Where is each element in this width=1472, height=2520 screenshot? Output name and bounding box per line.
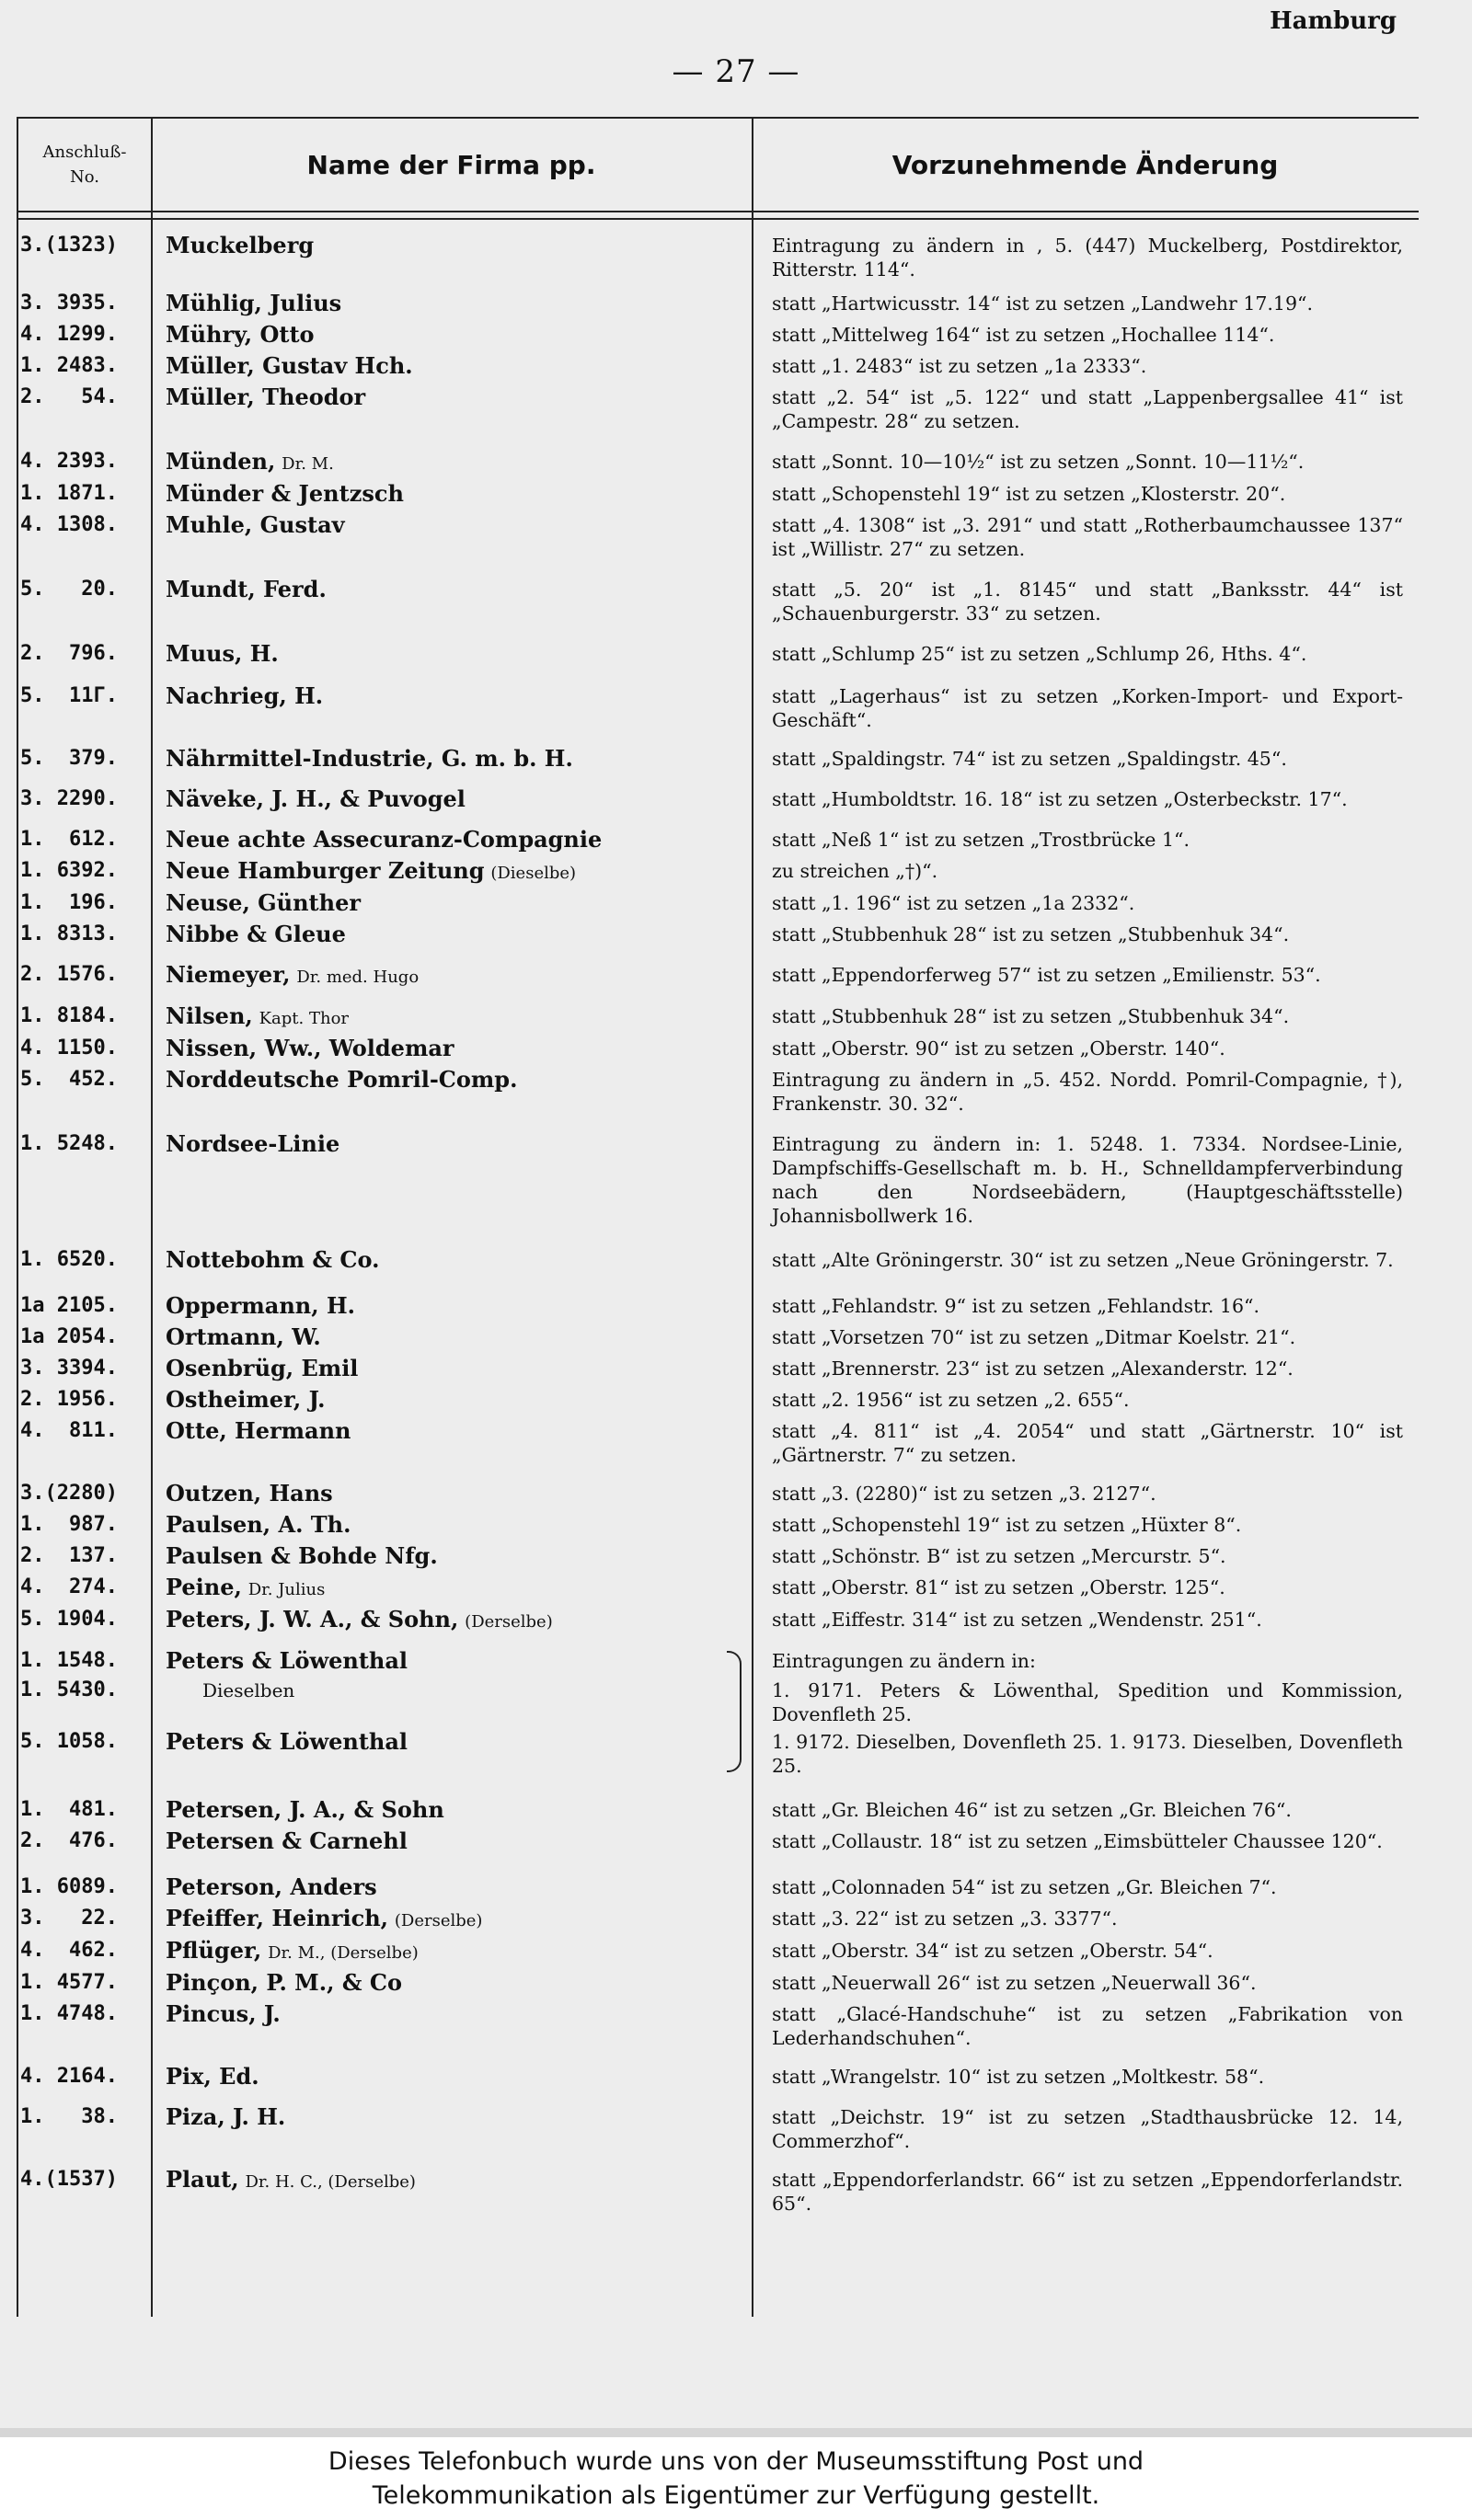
- firm-name: [166, 1798, 749, 1824]
- firm-name: [166, 292, 749, 317]
- directory-entry: [18, 513, 1419, 561]
- directory-entry: [18, 1068, 1419, 1116]
- directory-table: [17, 117, 1419, 2317]
- change-instruction: statt „Sonnt. 10—10½“ ist zu setzen „Sonnt. 10—11½“.: [772, 451, 1305, 473]
- directory-entry: [18, 1357, 1419, 1382]
- firm-name-text: Piza, J. H.: [166, 2105, 286, 2130]
- firm-name-text: Nibbe & Gleue: [166, 922, 346, 947]
- firm-name: [166, 1678, 749, 1703]
- connection-number: 3. 22.: [20, 1907, 118, 1930]
- change-instruction: statt „Stubbenhuk 28“ ist zu setzen „Stubbenhuk 34“.: [772, 923, 1290, 945]
- directory-entry: [18, 234, 1419, 281]
- firm-name-text: Neuse, Günther: [166, 891, 361, 916]
- directory-entry: [18, 1678, 1419, 1726]
- connection-number: 1a 2054.: [20, 1325, 118, 1348]
- connection-number: 2. 796.: [20, 642, 118, 665]
- connection-number: 4. 2164.: [20, 2065, 118, 2088]
- change-instruction: statt „3. (2280)“ ist zu setzen „3. 2127“.: [772, 1483, 1156, 1505]
- connection-number: 1. 196.: [20, 891, 118, 914]
- firm-name: [166, 482, 749, 508]
- connection-number: 1. 6520.: [20, 1248, 118, 1271]
- change-instruction: Eintragung zu ändern in „5. 452. Nordd. Pomril-Compagnie, †), Frankenstr. 30. 32“.: [772, 1069, 1403, 1115]
- connection-number: 5. 452.: [20, 1068, 118, 1091]
- firm-name-text: Pinçon, P. M., & Co: [166, 1971, 402, 1996]
- firm-name-suffix: (Derselbe): [394, 1911, 483, 1930]
- firm-name: [166, 1357, 749, 1382]
- change-instruction: zu streichen „†)“.: [772, 860, 938, 882]
- firm-name: [166, 234, 749, 259]
- connection-number: 1. 4748.: [20, 2002, 118, 2025]
- directory-entry: [18, 354, 1419, 380]
- connection-number: 3.(1323): [20, 234, 118, 257]
- directory-entry: [18, 1037, 1419, 1062]
- firm-name-text: Müller, Gustav Hch.: [166, 354, 413, 379]
- change-instruction: statt „Eiffestr. 314“ ist zu setzen „Wendenstr. 251“.: [772, 1609, 1262, 1631]
- firm-name: [166, 1971, 749, 1997]
- firm-name-text: Ostheimer, J.: [166, 1388, 326, 1413]
- connection-number: 1. 612.: [20, 828, 118, 851]
- directory-entry: [18, 2002, 1419, 2050]
- change-instruction: statt „Schopenstehl 19“ ist zu setzen „Klosterstr. 20“.: [772, 483, 1286, 505]
- firm-name-suffix: Dr. med. Hugo: [296, 968, 420, 987]
- page-number: — 27 —: [672, 53, 800, 90]
- firm-name: [166, 1939, 749, 1965]
- firm-name: [166, 1907, 749, 1933]
- firm-name-text: Nottebohm & Co.: [166, 1248, 380, 1273]
- change-instruction: statt „Collaustr. 18“ ist zu setzen „Eimsbütteler Chaussee 120“.: [772, 1830, 1383, 1852]
- firm-name-text: Nissen, Ww., Woldemar: [166, 1037, 454, 1061]
- firm-name-suffix: (Derselbe): [465, 1612, 553, 1632]
- directory-entry: [18, 1575, 1419, 1602]
- connection-number: 5. 1058.: [20, 1730, 118, 1753]
- firm-name-suffix: Dr. M.: [282, 454, 334, 474]
- directory-entry: [18, 1132, 1419, 1228]
- firm-name-text: Osenbrüg, Emil: [166, 1357, 359, 1381]
- firm-name-suffix: Kapt. Thor: [259, 1009, 350, 1028]
- firm-name: [166, 450, 749, 476]
- change-instruction: statt „2. 1956“ ist zu setzen „2. 655“.: [772, 1389, 1130, 1411]
- connection-number: 5. 11Г.: [20, 684, 118, 707]
- connection-number: 4. 1308.: [20, 513, 118, 536]
- change-instruction: statt „Humboldtstr. 16. 18“ ist zu setzen „Osterbeckstr. 17“.: [772, 788, 1348, 810]
- connection-number: 1. 6089.: [20, 1875, 118, 1898]
- change-instruction: statt „Colonnaden 54“ ist zu setzen „Gr. Bleichen 7“.: [772, 1876, 1277, 1898]
- firm-name-text: Pix, Ed.: [166, 2065, 259, 2090]
- directory-entry: [18, 385, 1419, 433]
- directory-entry: [18, 747, 1419, 773]
- directory-entry: [18, 1829, 1419, 1855]
- connection-number: 4. 1299.: [20, 323, 118, 346]
- firm-name: [166, 354, 749, 380]
- firm-name-text: Nordsee-Linie: [166, 1132, 340, 1157]
- directory-entry: [18, 828, 1419, 853]
- firm-name-text: Muhle, Gustav: [166, 513, 345, 538]
- directory-entry: [18, 1907, 1419, 1933]
- firm-name-text: Münder & Jentzsch: [166, 482, 404, 507]
- firm-name-text: Muus, H.: [166, 642, 279, 667]
- directory-entry: [18, 1248, 1419, 1274]
- firm-name: [166, 1649, 749, 1675]
- firm-name-text: Nährmittel-Industrie, G. m. b. H.: [166, 747, 573, 772]
- firm-name: [166, 2002, 749, 2028]
- change-instruction: statt „Eppendorferlandstr. 66“ ist zu setzen „Eppendorferlandstr. 65“.: [772, 2169, 1403, 2215]
- firm-name: [166, 1513, 749, 1539]
- firm-name-text: Mühry, Otto: [166, 323, 315, 348]
- connection-number: 5. 20.: [20, 578, 118, 601]
- firm-name-text: Petersen & Carnehl: [166, 1829, 408, 1854]
- connection-number: 1. 8184.: [20, 1004, 118, 1027]
- firm-name: [166, 1294, 749, 1320]
- firm-name-text: Peine,: [166, 1575, 242, 1600]
- firm-name: [166, 1575, 749, 1602]
- connection-number: 4. 1150.: [20, 1037, 118, 1060]
- firm-name: [166, 891, 749, 917]
- change-instruction: statt „1. 2483“ ist zu setzen „1a 2333“.: [772, 355, 1147, 377]
- column-header-number: [18, 119, 151, 211]
- change-instruction: statt „Gr. Bleichen 46“ ist zu setzen „Gr. Bleichen 76“.: [772, 1799, 1292, 1821]
- firm-name: [166, 1132, 749, 1158]
- directory-entry: [18, 482, 1419, 508]
- firm-name: [166, 1419, 749, 1445]
- change-instruction: statt „Mittelweg 164“ ist zu setzen „Hochallee 114“.: [772, 324, 1275, 346]
- directory-entry: [18, 963, 1419, 990]
- firm-name-text: Muckelberg: [166, 234, 315, 258]
- directory-entry: [18, 323, 1419, 349]
- directory-entry: [18, 1388, 1419, 1414]
- change-instruction: statt „Schopenstehl 19“ ist zu setzen „Hüxter 8“.: [772, 1514, 1242, 1536]
- connection-number: 1. 38.: [20, 2105, 118, 2128]
- entry-list: [18, 223, 1419, 2216]
- firm-name-suffix: Dr. Julius: [247, 1580, 326, 1599]
- connection-number: 4. 811.: [20, 1419, 118, 1442]
- change-instruction: Eintragung zu ändern in: 1. 5248. 1. 7334. Nordsee-Linie, Dampfschiffs-Gesellschaft m. b. H., Schnelldampferverbindung nach den Nordseebädern, (Hauptgeschäftsstelle) Johannisbollwerk 16.: [772, 1133, 1403, 1227]
- directory-entry: [18, 1939, 1419, 1965]
- firm-name: [166, 684, 749, 710]
- firm-name: [166, 1482, 749, 1507]
- connection-number: 1. 6392.: [20, 859, 118, 882]
- directory-entry: [18, 2168, 1419, 2216]
- firm-name: [166, 2105, 749, 2131]
- firm-name-text: Peterson, Anders: [166, 1875, 377, 1900]
- connection-number: 1a 2105.: [20, 1294, 118, 1317]
- directory-entry: [18, 1971, 1419, 1997]
- number-label-2: No.: [70, 167, 99, 187]
- firm-name-text: Nachrieg, H.: [166, 684, 324, 709]
- change-instruction: statt „2. 54“ ist „5. 122“ und statt „Lappenbergsallee 41“ ist „Campestr. 28“ zu setzen.: [772, 386, 1403, 432]
- change-instruction: Eintragung zu ändern in , 5. (447) Muckelberg, Postdirektor, Ritterstr. 114“.: [772, 235, 1403, 281]
- directory-entry: [18, 1513, 1419, 1539]
- firm-name: [166, 1068, 749, 1094]
- firm-name: [166, 828, 749, 853]
- firm-name: [166, 385, 749, 411]
- change-instruction: statt „Deichstr. 19“ ist zu setzen „Stadthausbrücke 12. 14, Commerzhof“.: [772, 2106, 1403, 2152]
- firm-name-text: Neue achte Assecuranz-Compagnie: [166, 828, 603, 853]
- connection-number: 3.(2280): [20, 1482, 118, 1505]
- column-header-name: Name der Firma pp.: [306, 149, 596, 180]
- firm-name-text: Dieselben: [202, 1679, 295, 1701]
- column-header-change: Vorzunehmende Änderung: [891, 149, 1279, 180]
- firm-name: [166, 1730, 749, 1756]
- change-instruction: statt „Wrangelstr. 10“ ist zu setzen „Moltkestr. 58“.: [772, 2066, 1265, 2088]
- change-instruction: statt „Schönstr. B“ ist zu setzen „Mercurstr. 5“.: [772, 1545, 1226, 1567]
- connection-number: 4. 274.: [20, 1575, 118, 1598]
- change-instruction: statt „Hartwicusstr. 14“ ist zu setzen „Landwehr 17.19“.: [772, 292, 1314, 315]
- firm-name: [166, 1248, 749, 1274]
- firm-name: [166, 578, 749, 603]
- connection-number: 1. 987.: [20, 1513, 118, 1536]
- firm-name-suffix: (Dieselbe): [490, 864, 577, 883]
- firm-name-text: Oppermann, H.: [166, 1294, 355, 1319]
- connection-number: 1. 1871.: [20, 482, 118, 505]
- firm-name: [166, 963, 749, 990]
- change-instruction: statt „4. 1308“ ist „3. 291“ und statt „Rotherbaumchaussee 137“ ist „Willistr. 27“ zu setzen.: [772, 514, 1403, 560]
- directory-entry: [18, 642, 1419, 668]
- firm-name: [166, 513, 749, 539]
- change-instruction: 1. 9171. Peters & Löwenthal, Spedition und Kommission, Dovenfleth 25.: [772, 1679, 1403, 1725]
- directory-entry: [18, 859, 1419, 886]
- connection-number: 2. 54.: [20, 385, 118, 408]
- connection-number: 5. 1904.: [20, 1608, 118, 1631]
- connection-number: 2. 1576.: [20, 963, 118, 986]
- change-instruction: statt „Fehlandstr. 9“ ist zu setzen „Fehlandstr. 16“.: [772, 1295, 1259, 1317]
- change-instruction: statt „3. 22“ ist zu setzen „3. 3377“.: [772, 1907, 1118, 1930]
- change-instruction: statt „1. 196“ ist zu setzen „1a 2332“.: [772, 892, 1135, 914]
- directory-entry: [18, 891, 1419, 917]
- change-instruction: statt „Eppendorferweg 57“ ist zu setzen „Emilienstr. 53“.: [772, 964, 1321, 986]
- footer-line-1: Dieses Telefonbuch wurde uns von der Museumsstiftung Post und: [328, 2447, 1144, 2476]
- connection-number: 4. 462.: [20, 1939, 118, 1962]
- firm-name: [166, 1004, 749, 1031]
- change-instruction: statt „Oberstr. 81“ ist zu setzen „Oberstr. 125“.: [772, 1576, 1225, 1598]
- firm-name-text: Näveke, J. H., & Puvogel: [166, 787, 466, 812]
- change-instruction: statt „4. 811“ ist „4. 2054“ und statt „Gärtnerstr. 10“ ist „Gärtnerstr. 7“ zu setzen.: [772, 1420, 1403, 1466]
- change-instruction: statt „Oberstr. 34“ ist zu setzen „Oberstr. 54“.: [772, 1940, 1213, 1962]
- firm-name-text: Pincus, J.: [166, 2002, 281, 2027]
- change-instruction: statt „Neß 1“ ist zu setzen „Trostbrücke 1“.: [772, 829, 1190, 851]
- connection-number: 3. 3394.: [20, 1357, 118, 1380]
- connection-number: 3. 3935.: [20, 292, 118, 315]
- firm-name-text: Mundt, Ferd.: [166, 578, 327, 602]
- firm-name-text: Norddeutsche Pomril-Comp.: [166, 1068, 518, 1093]
- firm-name: [166, 1608, 749, 1634]
- firm-name-text: Neue Hamburger Zeitung: [166, 859, 485, 884]
- directory-entry: [18, 1730, 1419, 1778]
- directory-entry: [18, 1798, 1419, 1824]
- connection-number: 1. 2483.: [20, 354, 118, 377]
- directory-entry: [18, 787, 1419, 813]
- directory-entry: [18, 2065, 1419, 2090]
- connection-number: 2. 1956.: [20, 1388, 118, 1411]
- directory-entry: [18, 1649, 1419, 1675]
- running-head: Hamburg: [1270, 7, 1397, 35]
- connection-number: 2. 137.: [20, 1544, 118, 1567]
- connection-number: 1. 4577.: [20, 1971, 118, 1994]
- connection-number: 5. 379.: [20, 747, 118, 770]
- firm-name: [166, 1388, 749, 1414]
- directory-entry: [18, 1419, 1419, 1467]
- change-instruction: statt „Lagerhaus“ ist zu setzen „Korken-Import- und Export-Geschäft“.: [772, 685, 1403, 731]
- connection-number: 1. 5248.: [20, 1132, 118, 1155]
- connection-number: 2. 476.: [20, 1829, 118, 1852]
- firm-name-text: Paulsen, A. Th.: [166, 1513, 351, 1538]
- directory-entry: [18, 922, 1419, 948]
- change-instruction: statt „Glacé-Handschuhe“ ist zu setzen „Fabrikation von Lederhandschuhen“.: [772, 2003, 1403, 2049]
- header-rule: [18, 211, 1419, 212]
- connection-number: 1. 8313.: [20, 922, 118, 945]
- firm-name-text: Plaut,: [166, 2168, 239, 2193]
- firm-name-suffix: Dr. H. C., (Derselbe): [245, 2172, 416, 2192]
- directory-entry: [18, 292, 1419, 317]
- header-rule: [18, 218, 1419, 220]
- change-instruction: Eintragungen zu ändern in:: [772, 1650, 1036, 1672]
- firm-name-text: Pflüger,: [166, 1939, 262, 1964]
- connection-number: 1. 1548.: [20, 1649, 118, 1672]
- number-label-1: Anschluß-: [42, 143, 127, 162]
- firm-name: [166, 2065, 749, 2090]
- firm-name: [166, 323, 749, 349]
- directory-entry: [18, 1482, 1419, 1507]
- change-instruction: statt „Neuerwall 26“ ist zu setzen „Neuerwall 36“.: [772, 1972, 1257, 1994]
- connection-number: 4. 2393.: [20, 450, 118, 473]
- directory-entry: [18, 1875, 1419, 1901]
- directory-entry: [18, 1294, 1419, 1320]
- connection-number: 1. 481.: [20, 1798, 118, 1821]
- connection-number: 1. 5430.: [20, 1678, 118, 1701]
- firm-name-suffix: Dr. M., (Derselbe): [268, 1943, 419, 1963]
- directory-entry: [18, 2105, 1419, 2153]
- footer-line-2: Telekommunikation als Eigentümer zur Verfügung gestellt.: [372, 2481, 1100, 2510]
- firm-name: [166, 642, 749, 668]
- firm-name: [166, 859, 749, 886]
- firm-name: [166, 1829, 749, 1855]
- change-instruction: statt „Oberstr. 90“ ist zu setzen „Oberstr. 140“.: [772, 1037, 1225, 1060]
- firm-name-text: Niemeyer,: [166, 963, 291, 988]
- connection-number: 3. 2290.: [20, 787, 118, 810]
- firm-name: [166, 1325, 749, 1351]
- firm-name-text: Otte, Hermann: [166, 1419, 351, 1444]
- firm-name-text: Petersen, J. A., & Sohn: [166, 1798, 444, 1823]
- directory-entry: [18, 1544, 1419, 1570]
- firm-name: [166, 2168, 749, 2194]
- connection-number: 4.(1537): [20, 2168, 118, 2191]
- change-instruction: statt „Vorsetzen 70“ ist zu setzen „Ditmar Koelstr. 21“.: [772, 1326, 1296, 1348]
- firm-name: [166, 922, 749, 948]
- firm-name: [166, 1037, 749, 1062]
- firm-name-text: Ortmann, W.: [166, 1325, 321, 1350]
- firm-name: [166, 747, 749, 773]
- directory-entry: [18, 684, 1419, 732]
- firm-name-text: Peters & Löwenthal: [166, 1730, 408, 1755]
- change-instruction: statt „Schlump 25“ ist zu setzen „Schlump 26, Hths. 4“.: [772, 643, 1307, 665]
- change-instruction: statt „Spaldingstr. 74“ ist zu setzen „Spaldingstr. 45“.: [772, 748, 1287, 770]
- change-instruction: 1. 9172. Dieselben, Dovenfleth 25. 1. 9173. Dieselben, Dovenfleth 25.: [772, 1731, 1403, 1777]
- firm-name: [166, 787, 749, 813]
- directory-entry: [18, 450, 1419, 476]
- firm-name-text: Mühlig, Julius: [166, 292, 342, 316]
- change-instruction: statt „5. 20“ ist „1. 8145“ und statt „Banksstr. 44“ ist „Schauenburgerstr. 33“ zu setzen.: [772, 578, 1403, 624]
- change-instruction: statt „Alte Gröningerstr. 30“ ist zu setzen „Neue Gröningerstr. 7.: [772, 1249, 1394, 1271]
- firm-name-text: Peters & Löwenthal: [166, 1649, 408, 1674]
- firm-name-text: Paulsen & Bohde Nfg.: [166, 1544, 438, 1569]
- firm-name-text: Münden,: [166, 450, 276, 475]
- firm-name: [166, 1544, 749, 1570]
- firm-name-text: Müller, Theodor: [166, 385, 366, 410]
- firm-name-text: Nilsen,: [166, 1004, 253, 1029]
- firm-name-text: Pfeiffer, Heinrich,: [166, 1907, 389, 1931]
- firm-name-text: Outzen, Hans: [166, 1482, 333, 1506]
- firm-name: [166, 1875, 749, 1901]
- directory-entry: [18, 578, 1419, 625]
- directory-entry: [18, 1608, 1419, 1634]
- firm-name-text: Peters, J. W. A., & Sohn,: [166, 1608, 459, 1632]
- change-instruction: statt „Stubbenhuk 28“ ist zu setzen „Stubbenhuk 34“.: [772, 1005, 1290, 1027]
- directory-entry: [18, 1325, 1419, 1351]
- change-instruction: statt „Brennerstr. 23“ ist zu setzen „Alexanderstr. 12“.: [772, 1357, 1294, 1380]
- directory-entry: [18, 1004, 1419, 1031]
- footer-note: [0, 2437, 1472, 2520]
